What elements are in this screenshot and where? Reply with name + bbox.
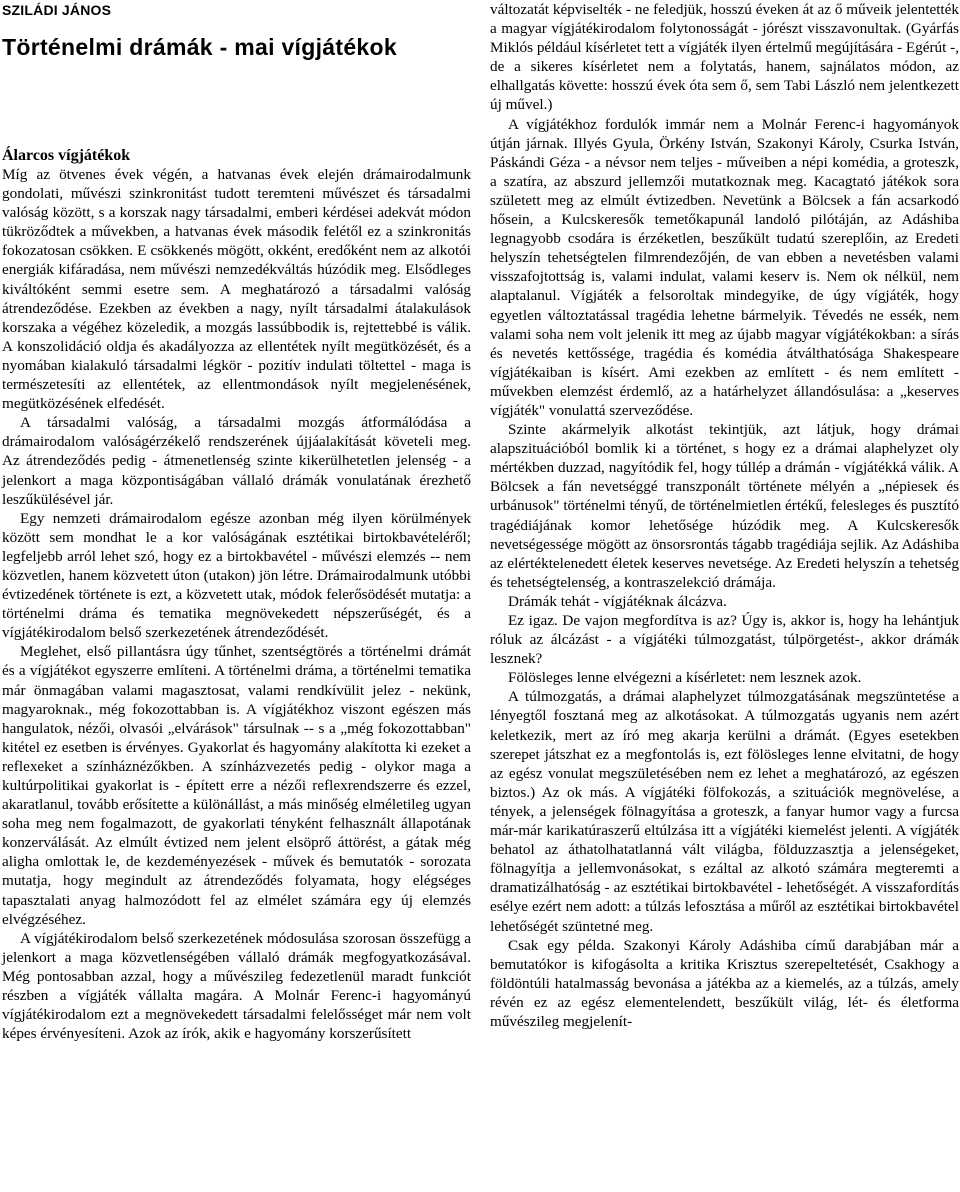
paragraph: Egy nemzeti drámairodalom egésze azonban még ilyen körülmények között sem mondhat le a kor valóságának esztétikai birtokbavételéről; legfeljebb arról lehet szó, hogy ez a birtokbavétel - művészi elemzés -- nem közvetlen, hanem közvetett úton (utakon) jön létre. Drámairodalmunk utóbbi évtizedének története is ezt, a közvetett utak, módok felerősödését mutatja: a történelmi dráma és tematika megnövekedett népszerűségét, és a vígjátékirodalom belső szerkezetének átrendeződését. [2,509,471,642]
right-column [490,0,959,1031]
paragraph: A vígjátékhoz fordulók immár nem a Molnár Ferenc-i hagyományok útján járnak. Illyés Gyula, Örkény István, Szakonyi Károly, Csurka István, Páskándi Géza - a névsor nem teljes - műveiben a népi komédia, a groteszk, a szatíra, az abszurd jellemzői mutatkoznak meg. Kacagtató játékok sora született meg az elmúlt évtizedben. Nevetünk a Bölcsek a fán acsarkodó hősein, a Kulcskeresők temetőkapunál landoló pilótáján, az Adáshiba legnagyobb csodára is érzéketlen, beszűkült tudatú szereplőin, az Eredeti helyszín tehetségtelen filmrendezőjén, de van ebben a nevetésben valami visszafojtottság is, valami indulat, valami keserv is. Nem ok nélkül, nem alaptalanul. Vígjáték a felsoroltak mindegyike, de úgy vígjáték, hogy egyetlen változtatással tragédia lehetne bármelyik. Tévedés ne essék, nem valami soha nem volt jelenik itt meg az újabb magyar vígjátékokban: a sírás és nevetés kettőssége, tragédia és komédia átválthatósága Shakespeare vígjátékaiban is kísért. Ami ezekben az említett - és nem említett - művekben elemzést érdemlő, az a határhelyzet állandósulása: a „keserves vígjáték" vonulattá szerveződése. [490,115,959,419]
paragraph: Drámák tehát - vígjátéknak álcázva. [508,592,727,610]
paragraph: A társadalmi valóság, a társadalmi mozgás átformálódása a drámairodalom valóságérzékelő rendszerének újjáalakítását követeli meg. Az átrendeződés pedig - átmenetlenség szinte kikerülhetetlen jelenség - a jelenkort a maga központiságában vállaló drámák vonulatának érezhető leszűkülésével jár. [2,414,471,508]
paragraph: Ez igaz. De vajon megfordítva is az? Úgy is, akkor is, hogy ha lehántjuk róluk az álcázást - a vígjátéki túlmozgatást, túlpörgetést-, akkor drámák lesznek? [490,612,959,668]
paragraph: Fölösleges lenne elvégezni a kísérletet: nem lesznek azok. [508,669,862,687]
paragraph: változatát képviselték - ne feledjük, hosszú éveken át az ő műveik jelentették a magyar vígjátékirodalom folytonosságát - jórészt visszavonultak. (Gyárfás Miklós például kísérletet tett a vígjáték ilyen értelmű megújítására - Egérút -, de a sikeres kísérletet nem a folytatás, hanem, sajnálatos módon, az elhallgatás követte: hosszú évek óta sem ő, sem Tabi László nem jelentkezett új művel.) [490,1,959,114]
article-title: Történelmi drámák - mai vígjátékok [2,34,397,60]
paragraph: Meglehet, első pillantásra úgy tűnhet, szentségtörés a történelmi drámát és a vígjátékot egyszerre említeni. A történelmi dráma, a történelmi tematika már önmagában valami magasztosat, valami rendkívülit jelez - nekünk, magyaroknak., még fokozottabban is. A vígjátékhoz viszont egészen más hangulatok, nézői, olvasói „elvárások" társulnak -- s a „még fokozottabban" kitétel ez esetben is érvényes. Gyakorlat és hagyomány alakította ki ezeket a reflexeket a színháznézőkben. A színházvezetés pedig - olykor maga a kultúrpolitikai gyakorlat is - épített erre a nézői reflexrendszerre és ezzel, akaratlanul, tovább erősítette a különállást, a más minőség elméletileg ugyan soha meg nem fogalmazott, de gyakorlati tényként felhasznált állapotának konzerválását. Az elmúlt évtized nem jelent elsöprő áttörést, a gátak még aligha omlottak le, de kezdeményezések - művek és bemutatók - sorozata mutatja, hogy megindult az átrendeződés folyamata, hogy elégséges tapasztalati anyag halmozódott fel az elmélet számára egy új elemzés elvégzéséhez. [2,643,471,928]
paragraph: A vígjátékirodalom belső szerkezetének módosulása szorosan összefügg a jelenkort a maga közvetlenségében vállaló drámák megfogyatkozásával. Még pontosabban azzal, hogy a művészileg fedezetlenül maradt funkciót részben a vígjáték vállalta magára. A Molnár Ferenc-i hagyományú vígjátékirodalom ezt a megnövekedett társadalmi felelősséget már nem volt képes érvényesíteni. Azok az írók, akik e hagyomány korszerűsített [2,929,471,1043]
paragraph: Szinte akármelyik alkotást tekintjük, azt látjuk, hogy drámai alapszituációból bomlik ki a történet, s hogy ez a drámai alaphelyzet oly mértékben duzzad, nagyítódik fel, hogy túllép a drámán - vígjátékká válik. A Bölcsek a fán nevetséggé transzponált története mélyén a „népiesek és urbánusok" történelmi tényű, de történelmietlen értékű, felesleges és pusztító tragédiájának komor lehetősége húzódik meg. A Kulcskeresők nevetségessége mögött az önsorsrontás tágabb tragédiája sejlik. Az Adáshiba az elértéktelenedett életek keserves nevetsége. Az Eredeti helyszín a tehetség és tehetségtelenség, a kontraszelekció drámája. [490,421,959,591]
paragraph: A túlmozgatás, a drámai alaphelyzet túlmozgatásának megszüntetése a lényegtől fosztaná meg az alkotásokat. A túlmozgatás ugyanis nem azért keletkezik, mert az író meg akarja kerülni a drámát. (Egyes esetekben szerepet játszhat ez a megfontolás is, ezt fölösleges lenne elvitatni, de hogy az egész vonulat megszületésében nem ez lehet a meghatározó, az egészen biztos.) Az ok más. A vígjátéki fölfokozás, a szituációk megnövelése, a tények, a jelenségek fölnagyítása a groteszk, a fanyar humor vagy a furcsa már-már karikatúraszerű eltúlzása itt a vígjátéki kiemelést jelenti. A vígjáték behatol az áthatolhatatlanná vált világba, földuzzasztja a jelenségeket, fölnagyítja a jellemvonásokat, s ezáltal az alkotó számára megteremti a dramatizálhatóság - az esztétikai birtokbavétel - lehetőségét. A visszafordítás esélye ezért nem adott: a túlzás lefosztása a műről az esztétikai birtokbavétel lehetőségét szüntetné meg. [490,688,959,935]
section-heading: Álarcos vígjátékok [2,147,131,164]
paragraph: Csak egy példa. Szakonyi Károly Adáshiba című darabjában már a bemutatókor is kifogásolta a kritika Krisztus szerepeltetését, Csakhogy a földöntúli hatalmasság bevonása a játékba az a kiemelés, az a túlzás, amely révén ez az egész elementelendett, beszűkült világ, lét- és életforma művészileg megjelenít- [490,936,959,1030]
paragraph: Míg az ötvenes évek végén, a hatvanas évek elején drámairodalmunk gondolati, művészi szinkronitást tudott teremteni művészet és társadalmi valóság között, s a korszak nagy társadalmi, emberi kérdései adekvát módon tükröződtek a művekben, a hatvanas évek második felétől ez a szinkronitás fokozatosan csökken. E csökkenés mögött, okként, eredőként nem az alkotói energiák kifáradása, nem művészi nemzedékváltás húzódik meg. Elsődleges kiváltóként semmi esetre sem. A meghatározó a társadalmi valóság átrendeződése. Ezekben az években a nagy, nyílt társadalmi átalakulások korszaka a végéhez közeledik, a mozgás lassúbbodik is, rejtettebbé is válik. A konszolidáció oldja és akadályozza az ellentétek nyílt megütközését, és a nyomában kialakuló társadalmi légkör - pozitív indulati töltettel - maga is természetesíti az ellentétek, az ellentmondások nyílt megjelenésének, megütközésének elfedését. [2,166,471,413]
author-name: SZILÁDI JÁNOS [2,2,112,18]
left-column [2,146,471,1043]
